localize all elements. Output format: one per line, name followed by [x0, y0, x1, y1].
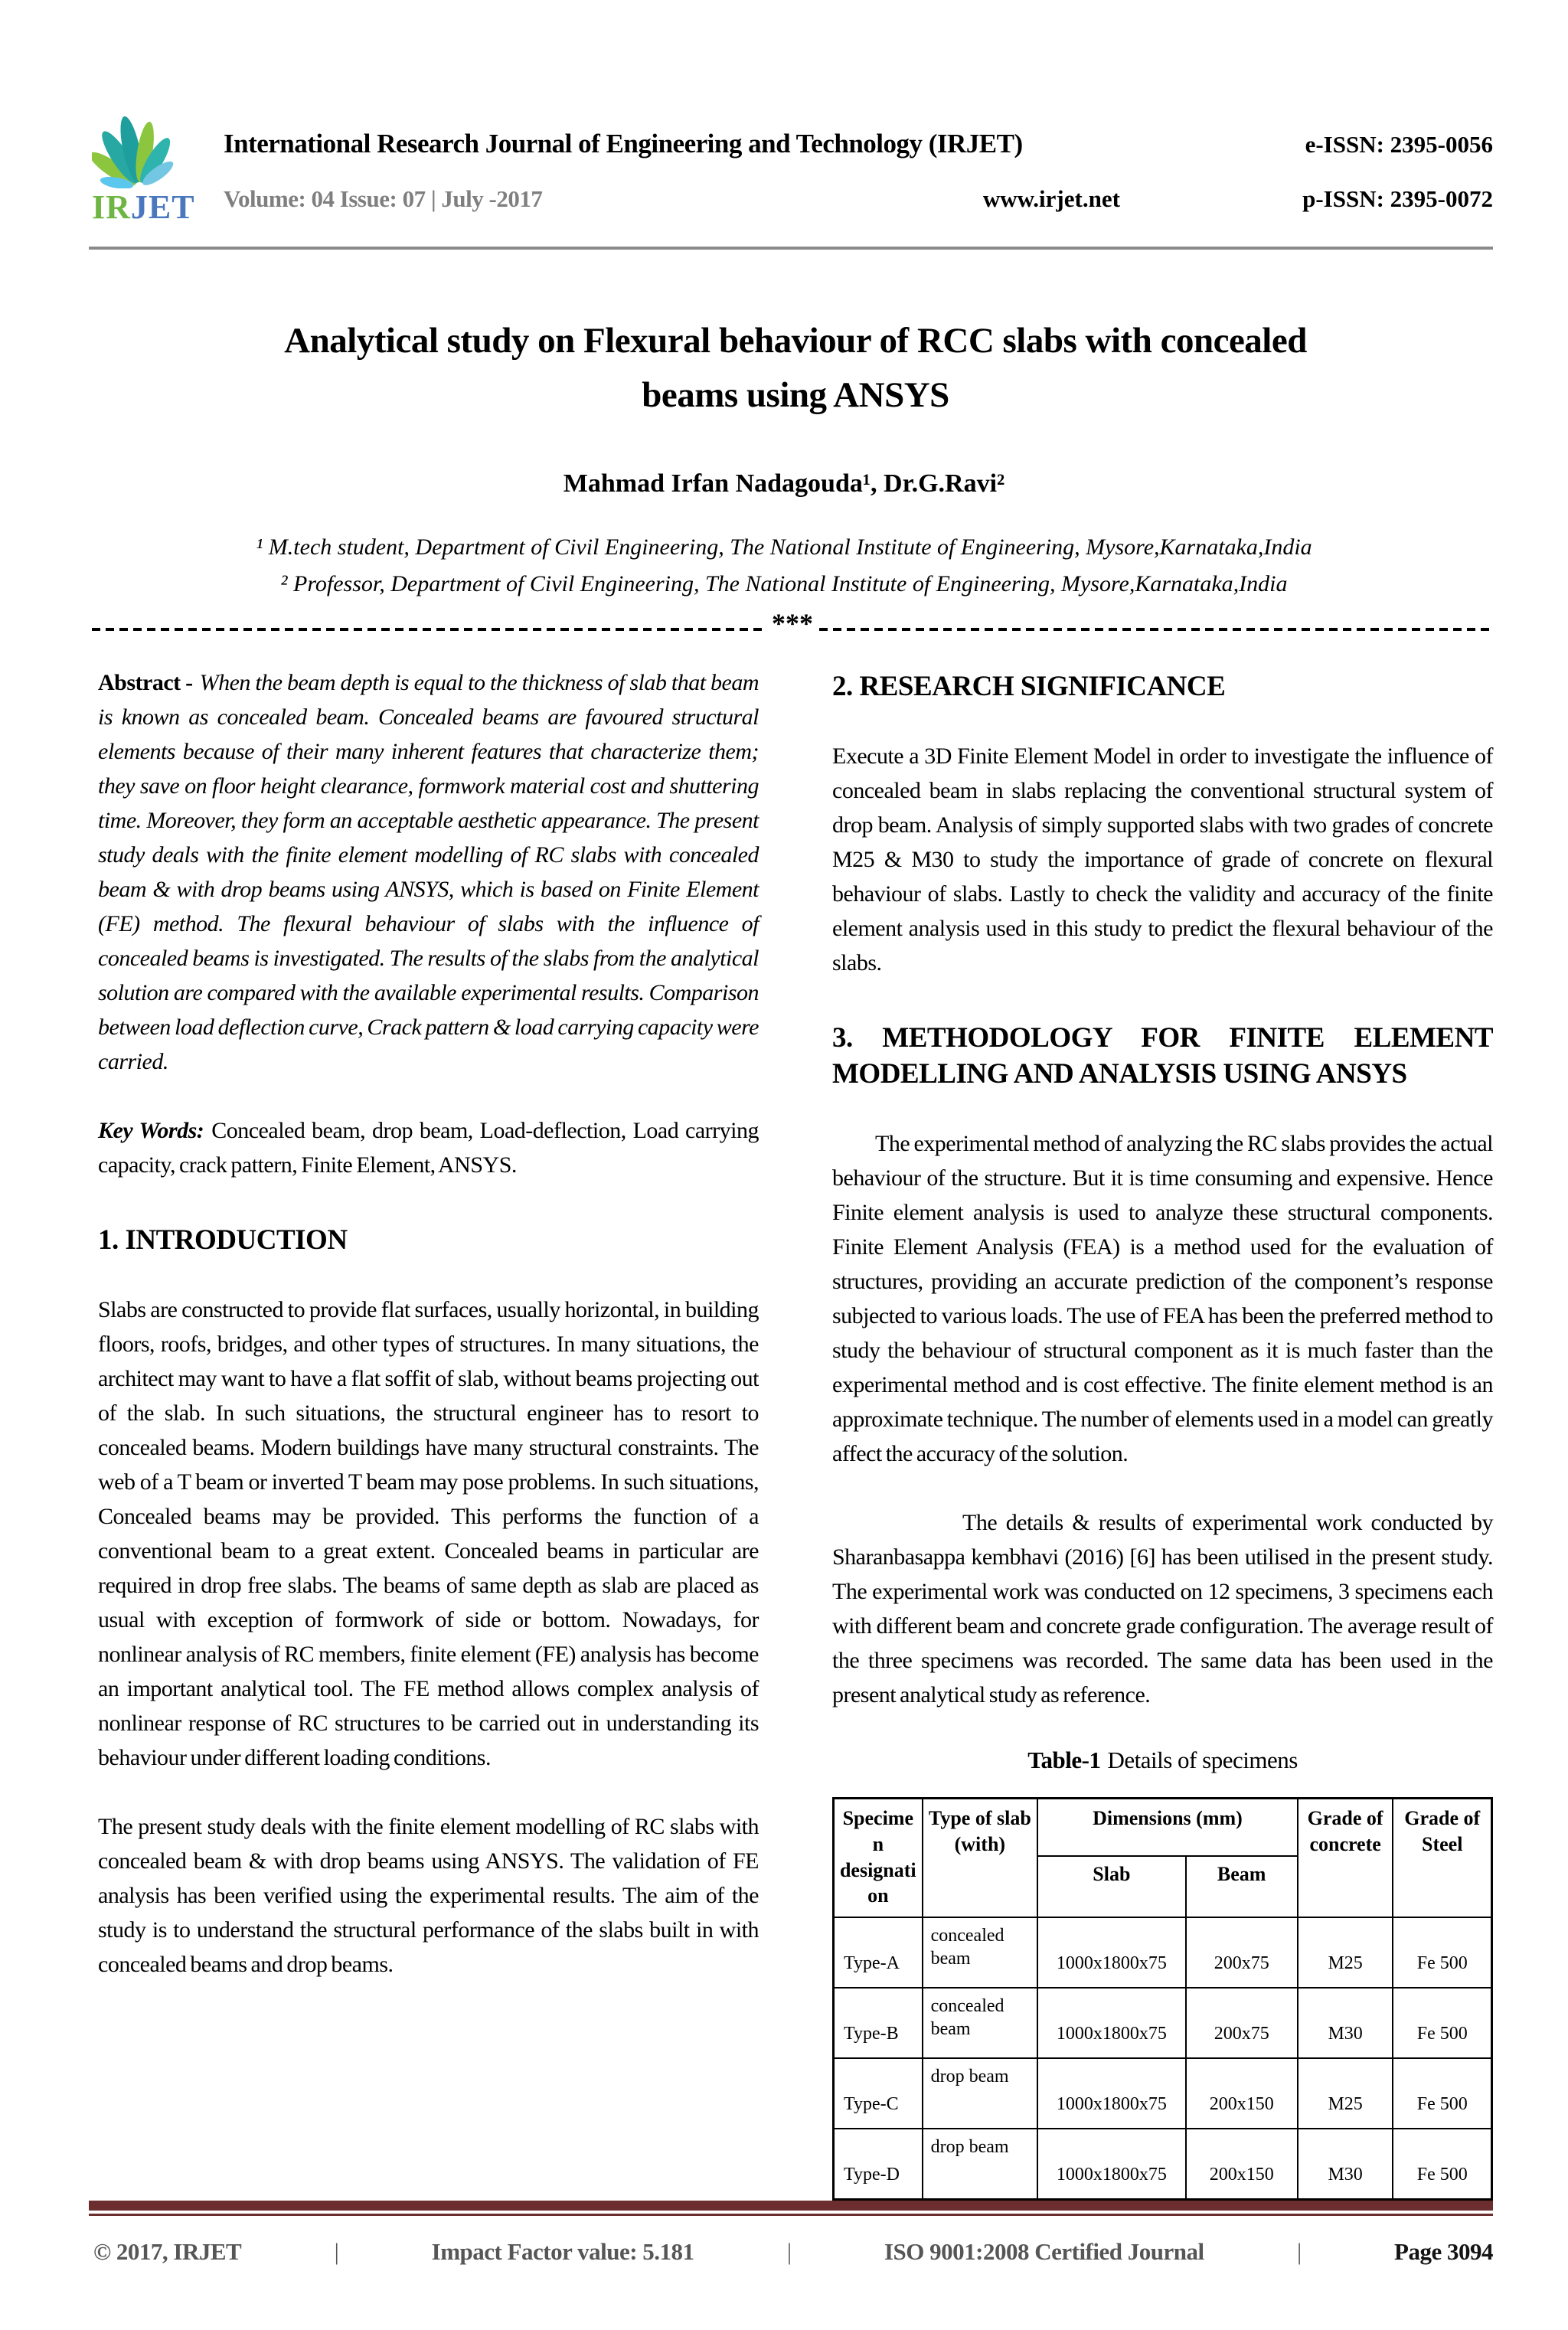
cell-slab-dim: 1000x1800x75 — [1037, 2058, 1186, 2129]
cell-slab-type: drop beam — [923, 2129, 1038, 2200]
footer-divider — [89, 2201, 1493, 2211]
cell-beam-dim: 200x75 — [1186, 1988, 1298, 2058]
footer-text-row — [93, 2238, 1493, 2266]
e-issn-label: e-ISSN: 2395-0056 — [1305, 131, 1493, 158]
col-header-specimen: Specimen designation — [834, 1799, 923, 1918]
cell-grade-concrete: M30 — [1298, 1988, 1393, 2058]
paper-title-line-1: Analytical study on Flexural behaviour of RCC slabs with concealed — [284, 321, 1307, 361]
two-column-body — [98, 665, 1493, 2201]
cell-slab-dim: 1000x1800x75 — [1037, 1988, 1186, 2058]
table-caption-label: Table-1 — [1027, 1747, 1101, 1773]
website-link[interactable]: www.irjet.net — [982, 185, 1120, 212]
separator-dashes-right — [819, 628, 1493, 631]
header-divider — [89, 247, 1493, 250]
footer-separator: | — [786, 2238, 792, 2266]
methodology-paragraph-1: The experimental method of analyzing the RC slabs provides the actual behaviour of the structure. But it is time consuming and expensive. Hence Finite element analysis is used to analyze these structural components. Finite Element Analysis (FEA) is a method used for the evaluation of structures, providing an accurate prediction of the component’s response subjected to various loads. The use of FEA has been the preferred method to study the behaviour of structural component as it is much faster than the experimental method and is cost effective. The finite element method is an approximate technique. The number of elements used in a model can greatly affect the accuracy of the solution. — [832, 1131, 1493, 1466]
intro-paragraph-2: The present study deals with the finite element modelling of RC slabs with concealed beam & with drop beams using ANSYS. The validation of FE analysis has been verified using the experimental results. The aim of the study is to understand the structural performance of the slabs built in with concealed beams and drop beams. — [98, 1814, 759, 1977]
specimens-table — [832, 1797, 1493, 2201]
affiliation-2: ² Professor, Department of Civil Engineering, The National Institute of Engineering, Mysore,Karnataka,India — [280, 571, 1288, 596]
table-row-type-b — [834, 1988, 1492, 2058]
methodology-paragraph-2: The details & results of experimental work conducted by Sharanbasappa kembhavi (2016) [6] has been utilised in the present study. The experimental work was conducted on 12 specimens, 3 specimens each with different beam and concrete grade configuration. The average result of the three specimens was recorded. The same data has been used in the present analytical study as reference. — [832, 1510, 1493, 1707]
abstract-label: Abstract - — [98, 670, 193, 695]
table-caption-text: Details of specimens — [1107, 1747, 1298, 1773]
footer-impact-factor: Impact Factor value: 5.181 — [431, 2238, 694, 2266]
logo-text-ir: IR — [92, 188, 131, 226]
table-caption — [832, 1747, 1493, 1774]
cell-slab-dim: 1000x1800x75 — [1037, 2129, 1186, 2200]
journal-header — [92, 112, 1493, 227]
right-column — [832, 665, 1493, 2201]
col-header-type: Type of slab (with) — [923, 1799, 1038, 1918]
affiliations — [0, 529, 1568, 603]
cell-grade-steel: Fe 500 — [1393, 2129, 1491, 2200]
cell-grade-steel: Fe 500 — [1393, 1988, 1491, 2058]
authors-line: Mahmad Irfan Nadagouda¹, Dr.G.Ravi² — [563, 469, 1005, 498]
affiliation-1: ¹ M.tech student, Department of Civil Engineering, The National Institute of Engineering, Mysore,Karnataka,India — [256, 534, 1312, 560]
header-text-block — [224, 112, 1493, 213]
volume-issue-label: Volume: 04 Issue: 07 | July -2017 — [224, 185, 543, 212]
intro-paragraph-1: Slabs are constructed to provide flat surfaces, usually horizontal, in building floors, roofs, bridges, and other types of structures. In many situations, the architect may want to have a flat soffit of slab, without beams projecting out of the slab. In such situations, the structural engineer has to resort to concealed beams. Modern buildings have many structural constraints. The web of a T beam or inverted T beam may pose problems. In such situations, Concealed beams may be provided. This performs the function of a conventional beam to a great extent. Concealed beams in particular are required in drop free slabs. The beams of same depth as slab are placed as usual with exception of formwork of side or bottom. Nowadays, for nonlinear analysis of RC members, finite element (FE) analysis has become an important analytical tool. The FE method allows complex analysis of nonlinear response of RC structures to be carried out in understanding its behaviour under different loading conditions. — [98, 1297, 759, 1770]
section-separator — [92, 608, 1493, 645]
p-issn-label: p-ISSN: 2395-0072 — [1302, 185, 1493, 212]
cell-grade-steel: Fe 500 — [1393, 1917, 1491, 1988]
separator-dashes-left — [92, 628, 766, 631]
col-header-dimensions: Dimensions (mm) — [1037, 1799, 1298, 1856]
keywords-label: Key Words: — [98, 1118, 204, 1143]
cell-grade-concrete: M25 — [1298, 2058, 1393, 2129]
abstract-paragraph — [98, 665, 759, 1079]
cell-grade-concrete: M30 — [1298, 2129, 1393, 2200]
section-heading-research-significance: 2. RESEARCH SIGNIFICANCE — [832, 671, 1226, 702]
col-header-grade-concrete: Grade of concrete — [1298, 1799, 1393, 1918]
paper-title — [98, 314, 1493, 422]
footer-separator: | — [1296, 2238, 1302, 2266]
keywords-text: Concealed beam, drop beam, Load-deflection, Load carrying capacity, crack pattern, Finite Element, ANSYS. — [98, 1118, 759, 1178]
paper-title-line-2: beams using ANSYS — [642, 374, 949, 415]
separator-stars: *** — [772, 608, 813, 639]
cell-beam-dim: 200x150 — [1186, 2058, 1298, 2129]
footer-page-number: Page 3094 — [1394, 2238, 1493, 2266]
table-row-type-c — [834, 2058, 1492, 2129]
table-header-row-1 — [834, 1799, 1492, 1856]
logo-text-jet: JET — [130, 188, 195, 226]
footer-copyright: © 2017, IRJET — [93, 2238, 242, 2266]
cell-specimen: Type-B — [834, 1988, 923, 2058]
irjet-logo — [92, 112, 211, 227]
col-header-slab: Slab — [1037, 1856, 1186, 1917]
cell-slab-type: drop beam — [923, 2058, 1038, 2129]
cell-beam-dim: 200x75 — [1186, 1917, 1298, 1988]
section-heading-methodology: 3. METHODOLOGY FOR FINITE ELEMENT MODELLING AND ANALYSIS USING ANSYS — [832, 1022, 1493, 1090]
cell-specimen: Type-C — [834, 2058, 923, 2129]
col-header-grade-steel: Grade of Steel — [1393, 1799, 1491, 1918]
header-row-1 — [224, 129, 1493, 159]
cell-specimen: Type-A — [834, 1917, 923, 1988]
footer-separator: | — [334, 2238, 339, 2266]
cell-slab-dim: 1000x1800x75 — [1037, 1917, 1186, 1988]
footer-iso-label: ISO 9001:2008 Certified Journal — [884, 2238, 1204, 2266]
header-row-2 — [224, 185, 1493, 213]
cell-beam-dim: 200x150 — [1186, 2129, 1298, 2200]
cell-slab-type: concealed beam — [923, 1988, 1038, 2058]
page-footer — [0, 2201, 1568, 2266]
table-row-type-d — [834, 2129, 1492, 2200]
irjet-logo-leaves-icon — [92, 112, 211, 188]
cell-specimen: Type-D — [834, 2129, 923, 2200]
table-row-type-a — [834, 1917, 1492, 1988]
irjet-logo-wordmark — [92, 188, 211, 227]
research-significance-paragraph: Execute a 3D Finite Element Model in order to investigate the influence of concealed beam in slabs replacing the conventional structural system of drop beam. Analysis of simply supported slabs with two grades of concrete M25 & M30 to study the importance of grade of concrete on flexural behaviour of slabs. Lastly to check the validity and accuracy of the finite element analysis used in this study to predict the flexural behaviour of the slabs. — [832, 743, 1493, 975]
cell-grade-concrete: M25 — [1298, 1917, 1393, 1988]
left-column — [98, 665, 759, 2201]
col-header-beam: Beam — [1186, 1856, 1298, 1917]
keywords-paragraph — [98, 1113, 759, 1182]
abstract-text: When the beam depth is equal to the thickness of slab that beam is known as concealed beam. Concealed beams are favoured structural elements because of their many inherent features that characterize them; they save on floor height clearance, formwork material cost and shuttering time. Moreover, they form an acceptable aesthetic appearance. The present study deals with the finite element modelling of RC slabs with concealed beam & with drop beams using ANSYS, which is based on Finite Element (FE) method. The flexural behaviour of slabs with the influence of concealed beams is investigated. The results of the slabs from the analytical solution are compared with the available experimental results. Comparison between load deflection curve, Crack pattern & load carrying capacity were carried. — [98, 670, 759, 1074]
cell-grade-steel: Fe 500 — [1393, 2058, 1491, 2129]
section-heading-introduction: 1. INTRODUCTION — [98, 1224, 348, 1256]
paper-page — [0, 112, 1568, 2266]
cell-slab-type: concealed beam — [923, 1917, 1038, 1988]
journal-name: International Research Journal of Engineering and Technology (IRJET) — [224, 129, 1023, 158]
